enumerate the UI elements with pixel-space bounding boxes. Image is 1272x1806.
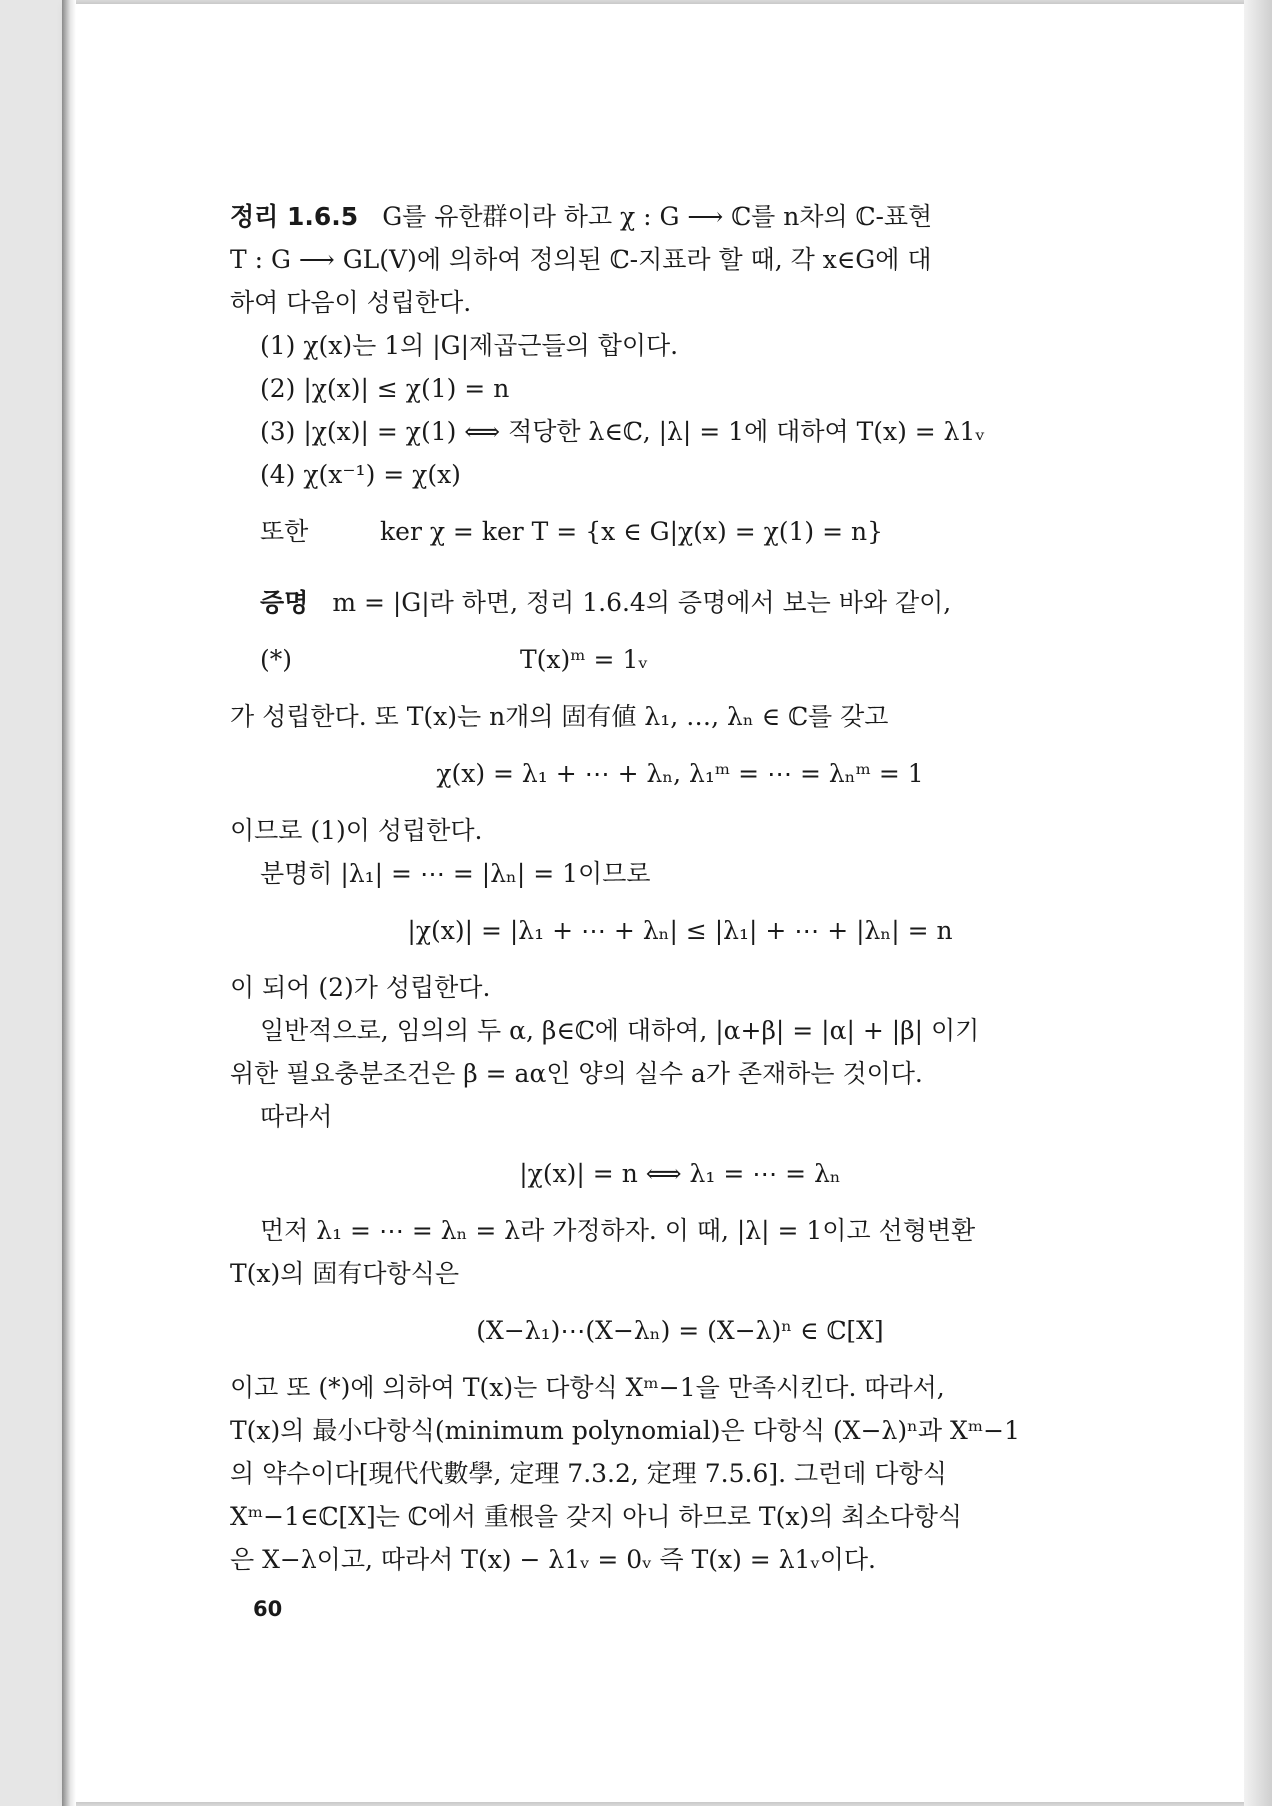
proof-para-8b: T(x)의 最小다항식(minimum polynomial)은 다항식 (X−λ)ⁿ과 Xᵐ−1: [230, 1416, 1021, 1445]
page-edge-shadow: [1244, 0, 1272, 1806]
proof-para-7b: T(x)의 固有다항식은: [230, 1259, 459, 1288]
proof-para-6: 따라서: [260, 1102, 333, 1131]
theorem-label: 정리 1.6.5: [230, 202, 359, 231]
also-label: 또한: [260, 517, 309, 546]
theorem-item-4: (4) χ(x⁻¹) = χ(x): [260, 460, 461, 489]
formula-4: (X−λ₁)⋯(X−λₙ) = (X−λ)ⁿ ∈ ℂ[X]: [476, 1316, 884, 1345]
formula-1: χ(x) = λ₁ + ⋯ + λₙ, λ₁ᵐ = ⋯ = λₙᵐ = 1: [436, 759, 924, 788]
formula-3: |χ(x)| = n ⟺ λ₁ = ⋯ = λₙ: [519, 1159, 841, 1188]
proof-para-3: 분명히 |λ₁| = ⋯ = |λₙ| = 1이므로: [260, 859, 651, 888]
star-equation: [230, 638, 1130, 681]
proof-para-8a: 이고 또 (*)에 의하여 T(x)는 다항식 Xᵐ−1을 만족시킨다. 따라서,: [230, 1373, 945, 1402]
proof-para-4: 이 되어 (2)가 성립한다.: [230, 973, 491, 1002]
page-number: 60: [253, 1597, 283, 1621]
theorem-line-2: T : G ⟶ GL(V)에 의하여 정의된 ℂ-지표라 할 때, 각 x∈G에 대: [230, 245, 932, 274]
proof-label: 증명: [260, 588, 309, 617]
theorem-item-2: (2) |χ(x)| ≤ χ(1) = n: [260, 374, 510, 403]
proof-para-7a: 먼저 λ₁ = ⋯ = λₙ = λ라 가정하자. 이 때, |λ| = 1이고 선형변환: [260, 1216, 976, 1245]
theorem-item-1: (1) χ(x)는 1의 |G|제곱근들의 합이다.: [260, 331, 679, 360]
proof-para-5a: 일반적으로, 임의의 두 α, β∈ℂ에 대하여, |α+β| = |α| + |β| 이기: [260, 1016, 980, 1045]
star-label: (*): [260, 645, 293, 674]
proof-intro-line: [230, 581, 1130, 624]
formula-2: |χ(x)| = |λ₁ + ⋯ + λₙ| ≤ |λ₁| + ⋯ + |λₙ| = n: [407, 916, 953, 945]
page-content: [230, 195, 1130, 1581]
proof-para-5b: 위한 필요충분조건은 β = aα인 양의 실수 a가 존재하는 것이다.: [230, 1059, 923, 1088]
proof-para-2: 이므로 (1)이 성립한다.: [230, 816, 483, 845]
page-binding-shadow: [62, 0, 76, 1806]
proof-para-8d: Xᵐ−1∈ℂ[X]는 ℂ에서 重根을 갖지 아니 하므로 T(x)의 최소다항식: [230, 1502, 963, 1531]
theorem-line-3: 하여 다음이 성립한다.: [230, 288, 472, 317]
also-formula: ker χ = ker T = {x ∈ G|χ(x) = χ(1) = n}: [380, 517, 883, 546]
proof-intro: m = |G|라 하면, 정리 1.6.4의 증명에서 보는 바와 같이,: [332, 588, 952, 617]
proof-para-1: 가 성립한다. 또 T(x)는 n개의 固有値 λ₁, …, λₙ ∈ ℂ를 갖고: [230, 702, 889, 731]
theorem-also: [230, 510, 1130, 553]
theorem-line-1: [230, 195, 1130, 238]
proof-para-8c: 의 약수이다[現代代數學, 定理 7.3.2, 定理 7.5.6]. 그런데 다항식: [230, 1459, 947, 1488]
proof-para-8e: 은 X−λ이고, 따라서 T(x) − λ1ᵥ = 0ᵥ 즉 T(x) = λ1ᵥ이다.: [230, 1545, 877, 1574]
theorem-item-3: (3) |χ(x)| = χ(1) ⟺ 적당한 λ∈ℂ, |λ| = 1에 대하여 T(x) = λ1ᵥ: [260, 417, 985, 446]
theorem-text-1: G를 유한群이라 하고 χ : G ⟶ ℂ를 n차의 ℂ-표현: [382, 202, 933, 231]
star-formula: T(x)ᵐ = 1ᵥ: [520, 645, 648, 674]
